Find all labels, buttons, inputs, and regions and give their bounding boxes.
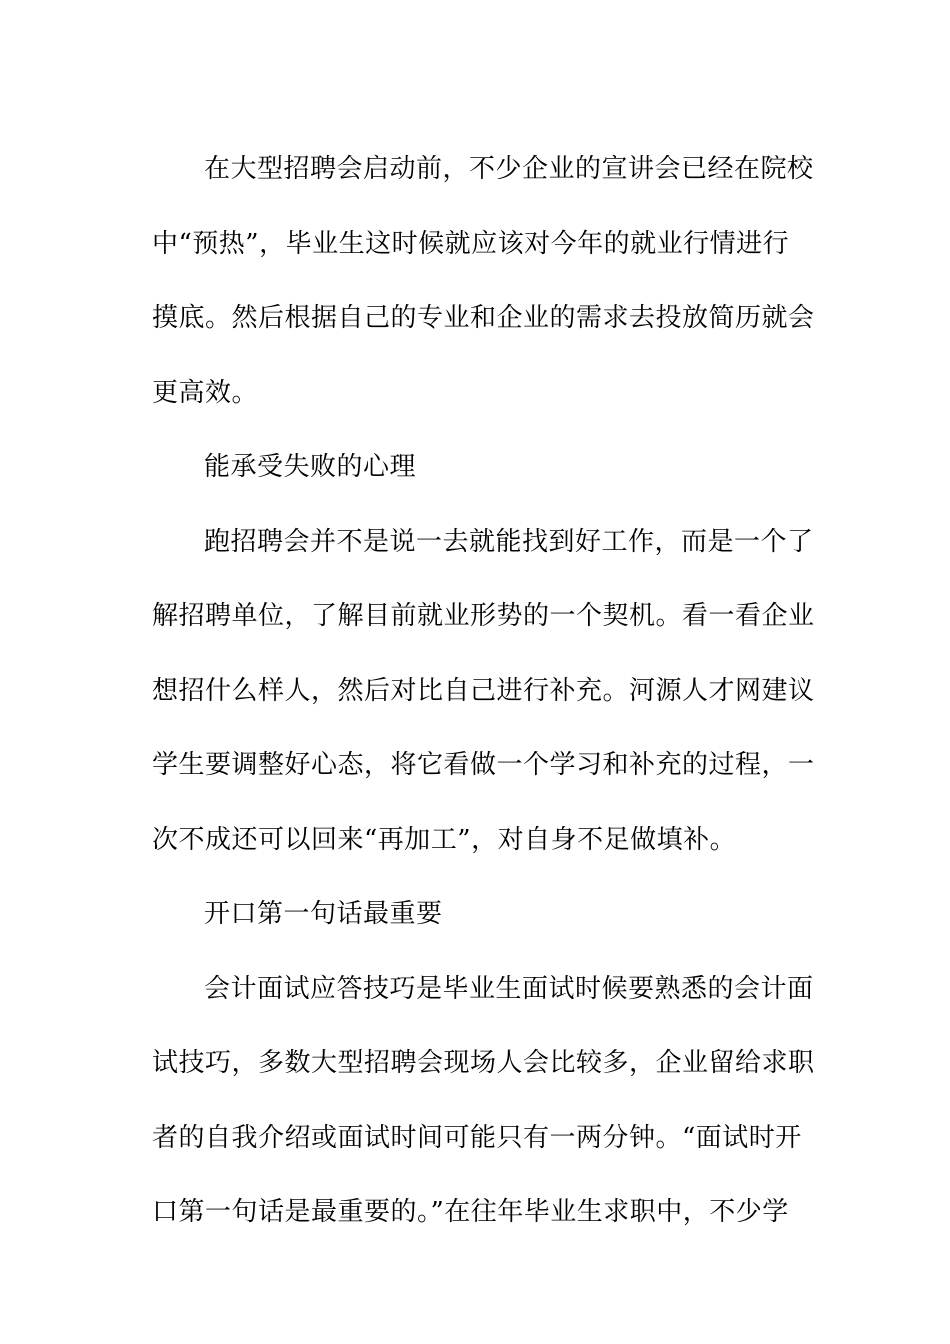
paragraph-2-line-1: 跑招聘会并不是说一去就能找到好工作，而是一个了 <box>204 526 814 557</box>
paragraph-3-line-1: 会计面试应答技巧是毕业生面试时候要熟悉的会计面 <box>204 973 814 1004</box>
paragraph-2-line-3: 想招什么样人，然后对比自己进行补充。河源人才网建议 <box>152 675 815 706</box>
section-heading-failure-mindset: 能承受失败的心理 <box>204 452 417 482</box>
paragraph-2-line-2: 解招聘单位，了解目前就业形势的一个契机。看一看企业 <box>152 601 815 631</box>
paragraph-1-line-1: 在大型招聘会启动前，不少企业的宣讲会已经在院校 <box>204 154 814 184</box>
paragraph-2-line-4: 学生要调整好心态，将它看做一个学习和补充的过程，一 <box>152 750 815 780</box>
paragraph-3-line-2: 试技巧，多数大型招聘会现场人会比较多，企业留给求职 <box>152 1048 815 1078</box>
paragraph-1-line-3: 摸底。然后根据自己的专业和企业的需求去投放简历就会 <box>152 303 815 333</box>
paragraph-1-line-4: 更高效。 <box>152 377 259 408</box>
section-heading-first-sentence: 开口第一句话最重要 <box>204 899 443 929</box>
paragraph-2-line-5: 次不成还可以回来“再加工”，对自身不足做填补。 <box>152 824 737 855</box>
document-body <box>152 132 815 1250</box>
paragraph-3-line-4: 口第一句话是最重要的。”在往年毕业生求职中，不少学 <box>152 1197 789 1227</box>
paragraph-3-line-3: 者的自我介绍或面试时间可能只有一两分钟。“面试时开 <box>152 1122 802 1153</box>
paragraph-1-line-2: 中“预热”，毕业生这时候就应该对今年的就业行情进行 <box>152 228 790 259</box>
